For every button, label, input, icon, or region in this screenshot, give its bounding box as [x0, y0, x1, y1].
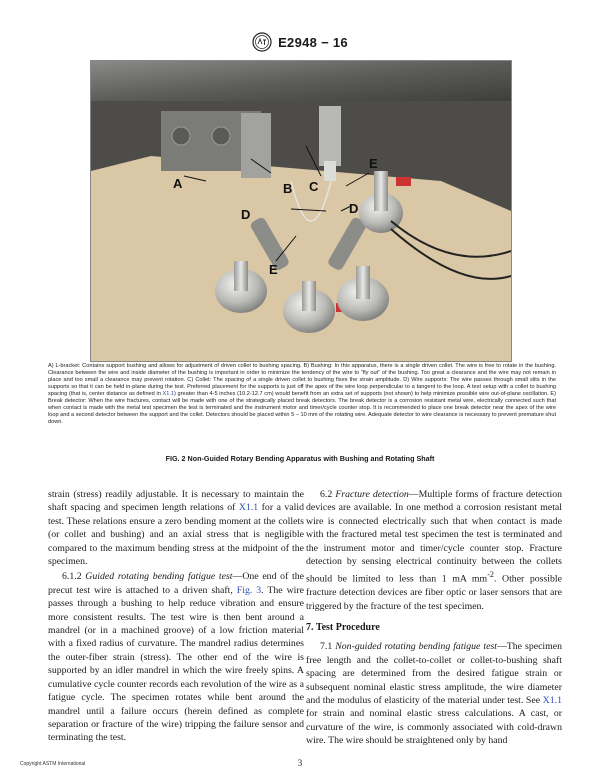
label-d-left: D [241, 207, 251, 222]
figure-title: FIG. 2 Non-Guided Rotary Bending Apparatus with Bushing and Rotating Shaft [165, 454, 435, 463]
label-d-right: D [349, 201, 359, 216]
paragraph: strain (stress) readily adjustable. It is necessary to maintain the shaft spacing and specimen length relations of X1.1 for a valid test. These relations ensure a zero bending moment at the collets (or collet and bushing) and an axial stress that is negligible compared to the maximum bending stress at the midpoint of the specimen. [48, 489, 304, 568]
right-column [306, 488, 562, 750]
paragraph-6-2: 6.2 Fracture detection—Multiple forms of fracture detection devices are available. In one method a corrosion resistant metal wire is connected electrically such that when contact is made with the fractured metal test specimen the test is terminated and the instrument motor and timer/cycle counter stop. Fracture detection by sensing electrical continuity between the collets should be limited to less than 1 mA $mm^{-2}$. Other possible fracture detection devices are fiber optic or laser sensors that are triggered by the fracture of the test specimen. [306, 489, 562, 612]
label-b: B [283, 181, 293, 196]
section-heading: 7. Test Procedure [306, 621, 380, 633]
page-number: 3 [297, 758, 303, 768]
document-id: E2948 − 16 [278, 34, 348, 50]
label-c: C [309, 179, 319, 194]
link-x1-1[interactable]: X1.1 [162, 391, 175, 397]
figure-caption: A) L-bracket: Contains support bushing and allows for adjustment of driven collet to bushing spacing. B) Bushing: In this apparatus, there is a single driven collet. The wire is free to rotate in the bushing. Clearance between the wire and inside diameter of the bushing is important in order to minimize the tendency of the wire to “fly out” of the bushing. Too great a clearance and the wire may not remain in place and too small a clearance may prevent rotation. C) Collet: The spacing of a single driven collet to bushing fixes the strain amplitude. D) Wire supports: The wire passes through small slits in the supports so that it can be held in-plane during the test. Preferred placement for the supports is just off the apex of the wire loop perpendicular to a tangent to the loop. A test setup with a collet to bushing spacing (that is, center distance as defined in X1.1) greater than 4-5 inches (10.2-12.7 cm) would benefit from an extra set of supports (not shown) to help minimize possible wire out-of-plane oscillation. E) Break detector: When the wire fractures, contact will be made with one of the strategically placed break detectors. The break detector is a corrosion resistant metal wire, electrically connected such that when contact is made with the metal test specimen the test is terminated and the instrument motor and timer/cycle counter stop. It is recommended to place one break detector near the apex of the wire loop and a second detector between the support and the collet. Detectors should be placed within 5 – 10 mm of the rotating wire. Adequate detector to wire clearance is necessary to prevent premature shut down. [48, 363, 556, 425]
label-a: A [173, 176, 183, 191]
link-x1-1[interactable]: X1.1 [542, 694, 562, 706]
astm-logo-icon [252, 32, 272, 52]
copyright-notice: Copyright ASTM International [20, 761, 86, 767]
left-column [48, 488, 304, 747]
paragraph-7-1: 7.1 Non-guided rotating bending fatigue test—The specimen free length and the collet-to-collet or collet-to-bushing shaft spacing are determined from the desired fatigue strain or subsequent nominal elastic stress amplitude, the wire diameter and the modulus of elasticity of the material under test. See X1.1 for strain and nominal elastic stress calculations. A cast, or curvature of the wire, is commonly associated with cold-drawn wire. The wire should be straightened only by hand [306, 641, 563, 747]
paragraph-6-1-2: 6.1.2 Guided rotating bending fatigue test—One end of the precut test wire is attached to a driven shaft, Fig. 3. The wire passes through a bushing to help reduce vibration and ensure more consistent results. The test wire is then bent around a mandrel (or in a machined groove) of a low friction material with a fixed radius of curvature. The mandrel radius determines the outer-fiber strain (stress). The other end of the wire is supported by an idler mandrel in which the wire freely spins. A cumulative cycle counter records each revolution of the wire as a fatigue cycle. The specimen rotates while bent around the mandrel until a failure occurs (herein defined as complete separation or fracture of the wire) tripping the failure sensor and terminating the test. [48, 571, 304, 744]
link-x1-1[interactable]: X1.1 [238, 502, 259, 514]
label-e-upper: E [369, 156, 378, 171]
link-fig-3[interactable]: Fig. 3 [236, 584, 262, 596]
apparatus-photo [90, 60, 512, 362]
page-header [0, 30, 600, 54]
label-e-lower: E [269, 262, 278, 277]
